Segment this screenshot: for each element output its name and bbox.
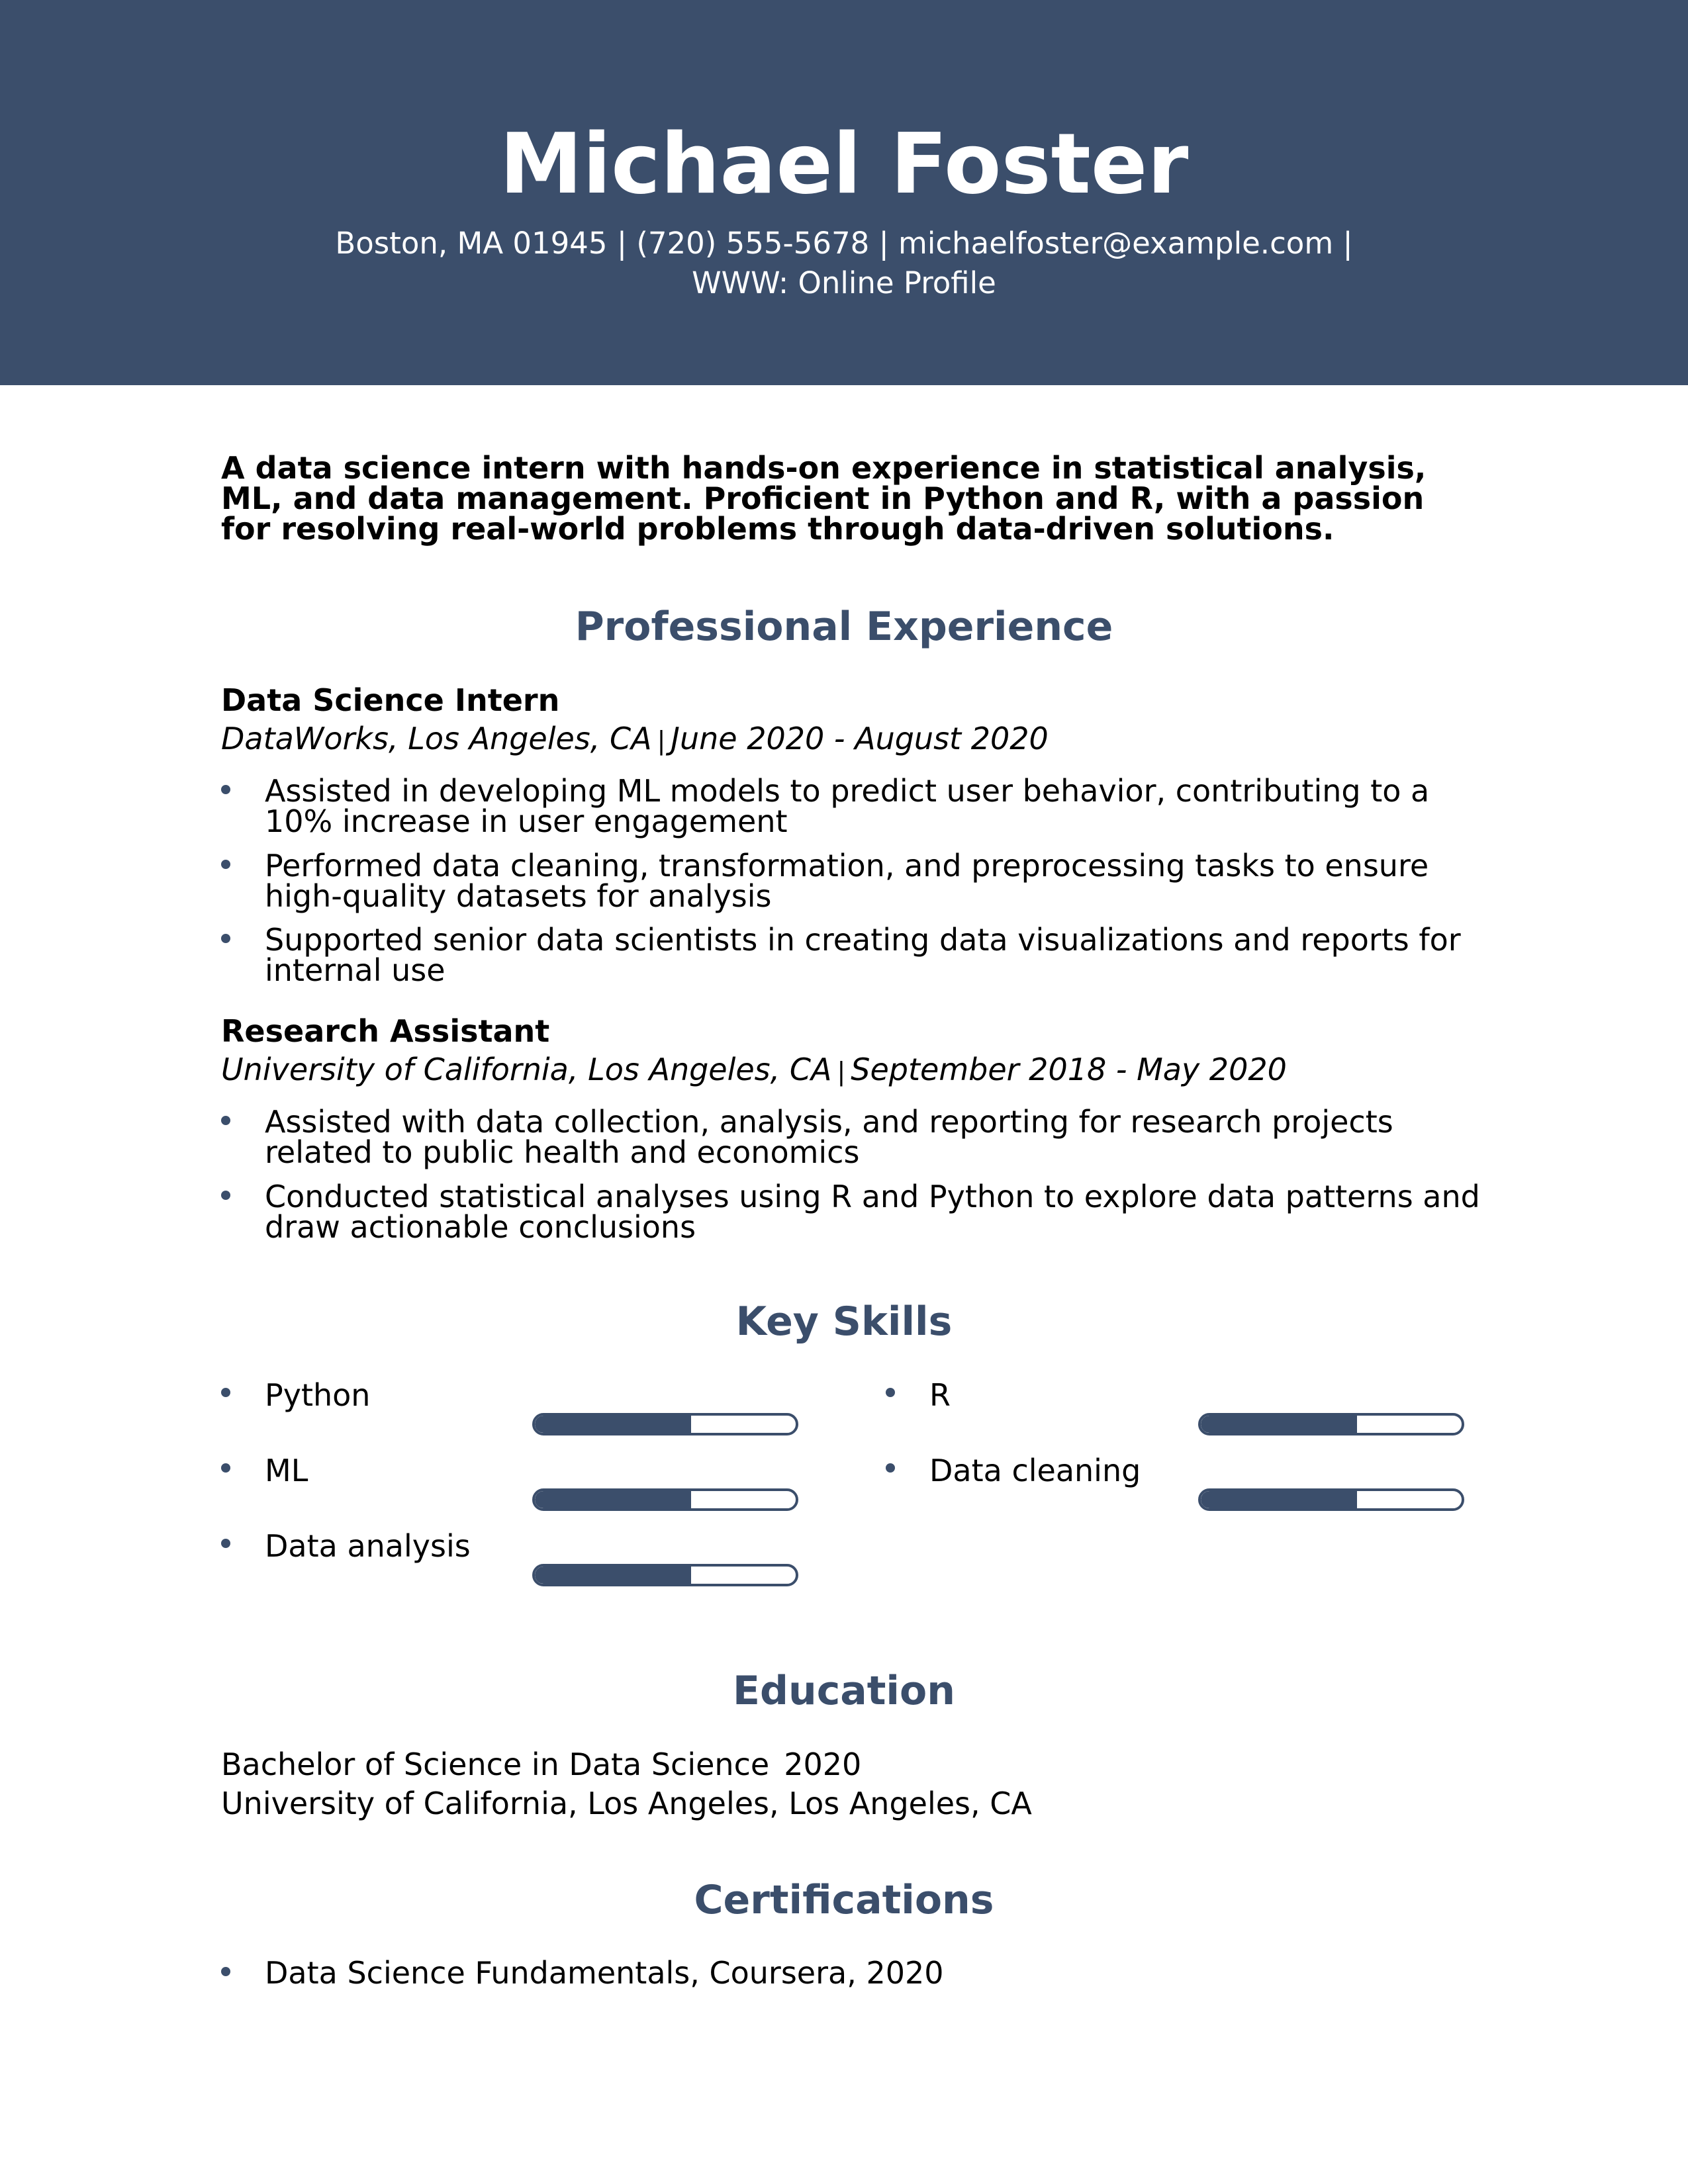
job-meta <box>221 1051 1287 1090</box>
education-degree-line <box>221 1745 861 1784</box>
job-bullet: Performed data cleaning, transformation, and preprocessing tasks to ensure high-quality datasets for analysis <box>265 850 1489 911</box>
skill-label: Data cleaning <box>886 1452 1141 1489</box>
job-company: University of California, Los Angeles, CA <box>221 1052 832 1087</box>
education-year: 2020 <box>784 1747 862 1782</box>
certification-item: Data Science Fundamentals, Coursera, 2020 <box>265 1958 1489 1988</box>
job-bullet: Conducted statistical analyses using R and Python to explore data patterns and draw actionable conclusions <box>265 1181 1489 1242</box>
contact-line-2: WWW: Online Profile <box>692 265 996 300</box>
skill-level-bar <box>532 1564 798 1586</box>
section-title-experience: Professional Experience <box>575 604 1113 650</box>
job-company: DataWorks, Los Angeles, CA <box>221 721 652 756</box>
section-title-skills: Key Skills <box>735 1298 953 1345</box>
skill-level-fill <box>535 1491 691 1508</box>
professional-summary: A data science intern with hands-on experience in statistical analysis, ML, and data management. Proficient in Python and R, with a passion for resolving real-world problems through data-driven solutions. <box>221 450 1427 547</box>
skill-level-fill <box>535 1567 691 1584</box>
job-dates: June 2020 - August 2020 <box>671 721 1049 756</box>
skill-level-fill <box>1201 1416 1357 1433</box>
resume-header <box>0 0 1688 385</box>
skill-label: Python <box>221 1377 370 1414</box>
skill-label: Data analysis <box>221 1527 471 1565</box>
job-dates: September 2018 - May 2020 <box>851 1052 1287 1087</box>
job-separator: | <box>657 726 666 755</box>
job-bullet: Assisted in developing ML models to predict user behavior, contributing to a 10% increase in user engagement <box>265 776 1489 837</box>
skill-level-fill <box>1201 1491 1357 1508</box>
job-separator: | <box>837 1057 846 1086</box>
job-bullet: Assisted with data collection, analysis, and reporting for research projects related to public health and economics <box>265 1107 1489 1167</box>
skill-label: R <box>886 1377 951 1414</box>
education-school: University of California, Los Angeles, Los Angeles, CA <box>221 1786 1032 1821</box>
job-bullet: Supported senior data scientists in creating data visualizations and reports for internal use <box>265 925 1489 985</box>
candidate-name: Michael Foster <box>499 115 1189 212</box>
job-title: Data Science Intern <box>221 682 560 718</box>
education-degree: Bachelor of Science in Data Science <box>221 1747 770 1782</box>
skill-label: ML <box>221 1452 308 1489</box>
skill-level-bar <box>1198 1488 1464 1511</box>
contact-info <box>0 224 1688 303</box>
skill-level-bar <box>1198 1413 1464 1435</box>
job-meta <box>221 720 1049 759</box>
section-title-education: Education <box>733 1668 955 1714</box>
contact-line-1: Boston, MA 01945 | (720) 555-5678 | michaelfoster@example.com | <box>335 226 1353 261</box>
skill-level-bar <box>532 1488 798 1511</box>
skill-level-bar <box>532 1413 798 1435</box>
job-title: Research Assistant <box>221 1013 550 1049</box>
section-title-certifications: Certifications <box>694 1877 994 1923</box>
skill-level-fill <box>535 1416 691 1433</box>
